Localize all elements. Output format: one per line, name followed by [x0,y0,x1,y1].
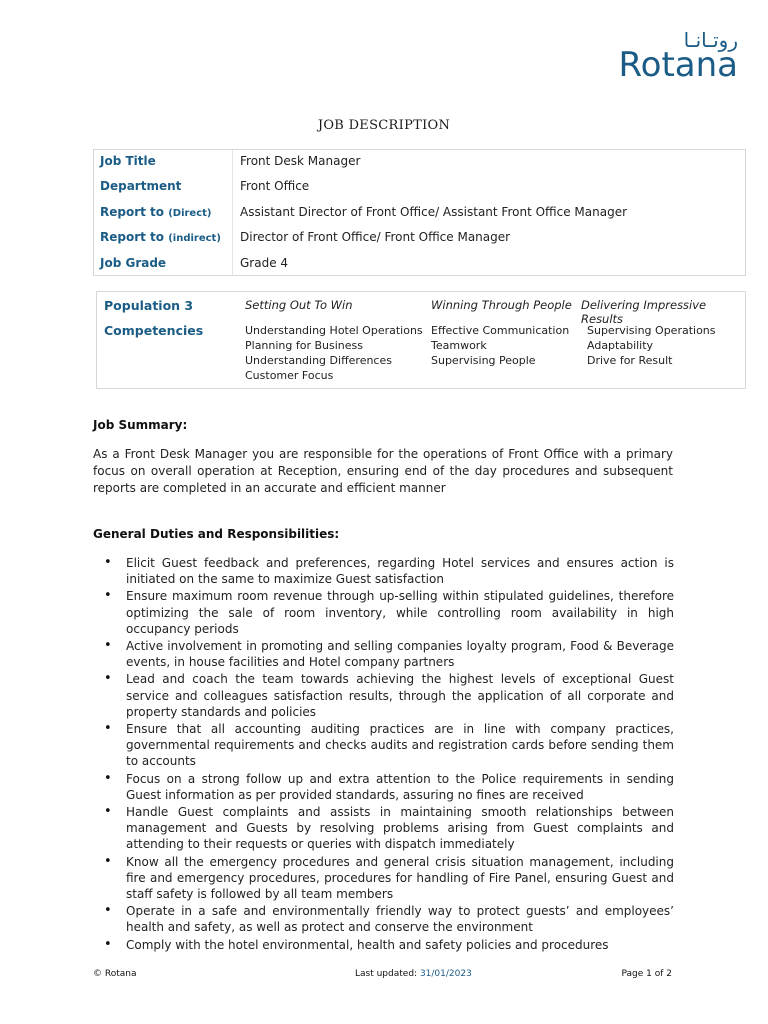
job-grade-value: Grade 4 [240,256,289,270]
job-info-table [93,149,746,276]
competency-list [587,323,716,368]
document-title: JOB DESCRIPTION [317,118,451,133]
list-item: Understanding Hotel Operations [245,324,423,337]
table-row [94,150,745,175]
footer-copyright: © Rotana [93,969,137,979]
competencies-label: Competencies [104,323,204,338]
department-label: Department [100,179,182,193]
list-item: Supervising Operations [587,324,716,337]
competency-heading: Winning Through People [431,298,572,312]
report-direct-value: Assistant Director of Front Office/ Assistant Front Office Manager [240,205,628,219]
list-item: • Active involvement in promoting and selling companies loyalty program, Food & Beverage events, in house facilities and Hotel company partners [104,638,674,670]
department-value: Front Office [240,179,310,193]
competency-list [431,323,569,368]
list-item: Customer Focus [245,369,334,382]
competency-list [245,323,423,383]
list-item: • Know all the emergency procedures and general crisis situation management, including fire and emergency procedures, procedures for handling of Fire Panel, ensuring Guest and staff safety is followed by all team members [104,854,674,903]
competency-heading: Setting Out To Win [245,298,353,312]
table-row [94,201,745,226]
list-item: Effective Communication [431,324,570,337]
list-item: Adaptability [587,339,654,352]
job-summary-heading: Job Summary: [93,418,188,432]
duties-heading: General Duties and Responsibilities: [93,527,340,541]
list-item: • Focus on a strong follow up and extra attention to the Police requirements in sending Guest information as per provided standards, assuring no fines are received [104,771,674,803]
table-row [94,226,745,251]
list-item: Understanding Differences [245,354,392,367]
list-item: Drive for Result [587,354,673,367]
table-row [94,175,745,200]
list-item: Supervising People [431,354,536,367]
list-item: • Comply with the hotel environmental, health and safety policies and procedures [104,937,674,953]
logo-latin-text: Rotana [618,45,738,85]
report-direct-label: Report to (Direct) [100,205,212,219]
list-item: • Ensure that all accounting auditing practices are in line with company practices, governmental requirements and checks audits and registration cards before sending them to accounts [104,721,674,770]
job-title-value: Front Desk Manager [240,154,361,168]
population-label: Population 3 [104,298,194,313]
report-indirect-label: Report to (indirect) [100,230,221,244]
list-item: • Handle Guest complaints and assists in maintaining smooth relationships between management and Guests by resolving problems arising from Guest complaints and attending to their requests or queries with dispatch immediately [104,804,674,853]
footer-last-updated: Last updated: 31/01/2023 [355,969,472,979]
competencies-table [96,291,746,389]
list-item: • Ensure maximum room revenue through up-selling within stipulated guidelines, therefore optimizing the sale of room inventory, while controlling room availability in high occupancy periods [104,588,674,637]
report-indirect-value: Director of Front Office/ Front Office Manager [240,230,511,244]
table-row [94,252,745,277]
competency-heading: Delivering Impressive Results [581,298,707,326]
list-item: • Operate in a safe and environmentally friendly way to protect guests’ and employees’ health and safety, as well as protect and conserve the environment [104,903,674,935]
footer-page-number: Page 1 of 2 [621,969,672,979]
logo-arabic-text: روتـانـا [683,28,738,52]
list-item: • Elicit Guest feedback and preferences, regarding Hotel services and ensures action is initiated on the same to maximize Guest satisfaction [104,555,674,587]
list-item: Planning for Business [245,339,364,352]
job-title-label: Job Title [100,154,156,168]
duties-list [104,555,674,954]
rotana-logo [590,28,738,85]
job-summary-text: As a Front Desk Manager you are responsible for the operations of Front Office with a primary focus on overall operation at Reception, ensuring end of the day procedures and subsequent reports are completed in an accurate and efficient manner [93,447,673,495]
job-grade-label: Job Grade [100,256,167,270]
list-item: Teamwork [431,339,487,352]
list-item: • Lead and coach the team towards achieving the highest levels of exceptional Guest service and colleagues satisfaction results, through the application of all corporate and property standards and policies [104,671,674,720]
